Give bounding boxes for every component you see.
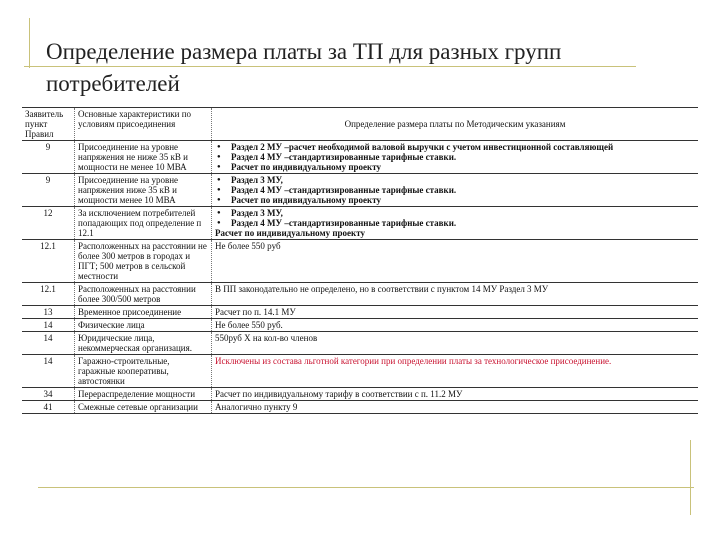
cell-point: 12	[22, 207, 75, 240]
cell-conditions: Присоединение на уровне напряжения ниже 35 кВ и мощности менее 10 МВА	[75, 174, 212, 207]
cell-extra: Расчет по индивидуальному проекту	[215, 228, 366, 238]
list-item: ● Раздел 3 МУ,	[215, 175, 695, 185]
cell-conditions: Физические лица	[75, 319, 212, 332]
table-header-row	[22, 108, 698, 141]
cell-point: 9	[22, 174, 75, 207]
cell-point: 12.1	[22, 283, 75, 306]
fees-table-container	[22, 107, 690, 414]
header-point: Заявитель пункт Правил	[22, 108, 75, 141]
cell-method: 550руб Х на кол-во членов	[212, 332, 699, 355]
decor-vertical-line-right	[690, 440, 691, 515]
cell-point: 14	[22, 355, 75, 388]
table-row	[22, 319, 698, 332]
cell-conditions: Временное присоединение	[75, 306, 212, 319]
list-item: ● Раздел 2 МУ –расчет необходимой валовой выручки с учетом инвестиционной составляющей	[215, 142, 695, 152]
cell-conditions: Расположенных на расстоянии более 300/500 метров	[75, 283, 212, 306]
list-item: ● Раздел 3 МУ,	[215, 208, 695, 218]
table-row	[22, 401, 698, 414]
table-row	[22, 306, 698, 319]
fees-table	[22, 107, 698, 414]
list-item: ● Раздел 4 МУ –стандартизированные тарифные ставки.	[215, 152, 695, 162]
cell-conditions: Гаражно-строительные, гаражные кооперативы, автостоянки	[75, 355, 212, 388]
cell-method: Расчет по индивидуальному тарифу в соответствии с п. 11.2 МУ	[212, 388, 699, 401]
cell-conditions: Перераспределение мощности	[75, 388, 212, 401]
cell-conditions: Присоединение на уровне напряжения не ниже 35 кВ и мощности не менее 10 МВА	[75, 141, 212, 174]
table-row	[22, 355, 698, 388]
list-item: ● Расчет по индивидуальному проекту	[215, 195, 695, 205]
cell-method: Аналогично пункту 9	[212, 401, 699, 414]
list-item: ● Расчет по индивидуальному проекту	[215, 162, 695, 172]
list-item: ● Раздел 4 МУ –стандартизированные тарифные ставки.	[215, 185, 695, 195]
cell-point: 41	[22, 401, 75, 414]
cell-point: 34	[22, 388, 75, 401]
table-row	[22, 141, 698, 174]
cell-method	[212, 207, 699, 240]
table-row	[22, 283, 698, 306]
cell-point: 13	[22, 306, 75, 319]
cell-method	[212, 174, 699, 207]
cell-point: 14	[22, 332, 75, 355]
cell-method: Не более 550 руб	[212, 240, 699, 283]
table-row	[22, 388, 698, 401]
cell-method-highlight: Исключены из состава льготной категории при определении платы за технологическое присоединение.	[212, 355, 699, 388]
cell-method: Не более 550 руб.	[212, 319, 699, 332]
cell-conditions: За исключением потребителей попадающих под определение п 12.1	[75, 207, 212, 240]
table-row	[22, 240, 698, 283]
slide-title: Определение размера платы за ТП для разных групп потребителей	[46, 39, 562, 96]
decor-horizontal-line-bottom	[38, 487, 694, 488]
cell-method	[212, 141, 699, 174]
cell-conditions: Расположенных на расстоянии не более 300 метров в городах и ПГТ; 500 метров в сельской местности	[75, 240, 212, 283]
decor-vertical-line-left	[29, 18, 30, 68]
cell-method: В ПП законодательно не определено, но в соответствии с пунктом 14 МУ Раздел 3 МУ	[212, 283, 699, 306]
cell-point: 14	[22, 319, 75, 332]
cell-point: 9	[22, 141, 75, 174]
header-method: Определение размера платы по Методическим указаниям	[212, 108, 699, 141]
cell-conditions: Юридические лица, некоммерческая организация.	[75, 332, 212, 355]
cell-point: 12.1	[22, 240, 75, 283]
table-row	[22, 332, 698, 355]
list-item: ● Раздел 4 МУ –стандартизированные тарифные ставки.	[215, 218, 695, 228]
cell-method: Расчет по п. 14.1 МУ	[212, 306, 699, 319]
table-row	[22, 174, 698, 207]
table-row	[22, 207, 698, 240]
header-conditions: Основные характеристики по условиям присоединения	[75, 108, 212, 141]
cell-conditions: Смежные сетевые организации	[75, 401, 212, 414]
